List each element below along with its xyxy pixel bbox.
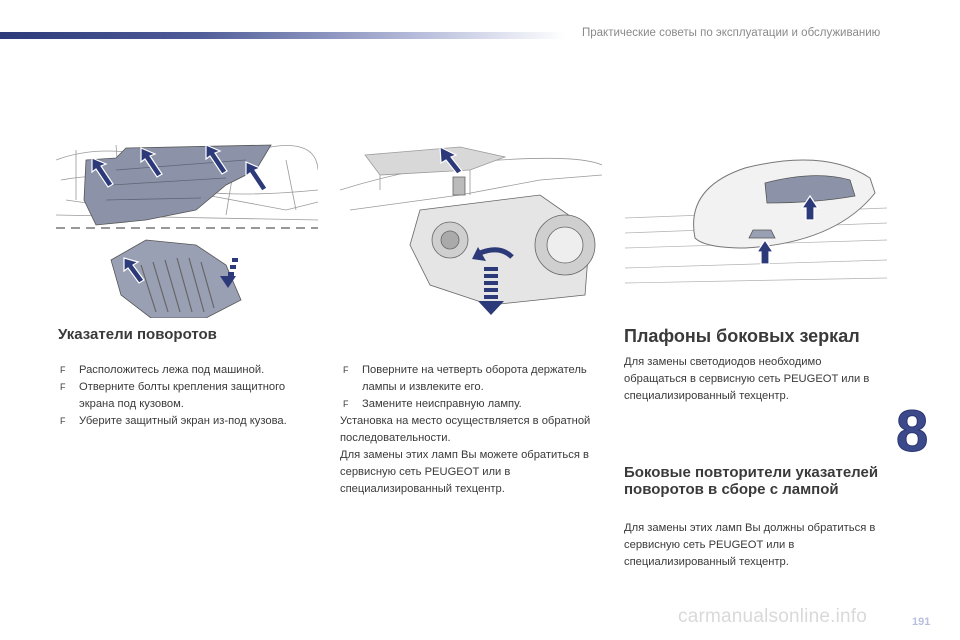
section-title-turn-signals: Указатели поворотов: [58, 326, 217, 343]
figure-headlamp-holder: [340, 135, 602, 315]
bullet-marker: F: [60, 365, 66, 375]
bullet-marker: F: [343, 365, 349, 375]
page-number: 191: [912, 616, 931, 628]
bullet-marker: F: [343, 399, 349, 409]
figure-underbody-shield: [56, 140, 318, 318]
list-item: F Расположитесь лежа под машиной.: [57, 362, 321, 379]
list-item: F Поверните на четверть оборота держатель лампы и извлеките его.: [343, 364, 587, 393]
bullet-marker: F: [60, 382, 66, 392]
watermark: carmanualsonline.info: [678, 606, 868, 627]
mirror-lamps-text: Для замены светодиодов необходимо обращаться в сервисную сеть PEUGEOT или в специализированный техцентр.: [624, 356, 870, 402]
list-item: F Уберите защитный экран из-под кузова.: [57, 413, 321, 430]
lamp-replacement-instructions: [340, 362, 610, 498]
list-item: F Замените неисправную лампу.: [340, 396, 610, 413]
side-repeaters-text: Для замены этих ламп Вы должны обратиться в сервисную сеть PEUGEOT или в специализированный техцентр.: [624, 522, 876, 568]
figure-side-mirror: [625, 148, 887, 293]
turn-signal-instructions: [57, 362, 321, 430]
reassembly-note: Установка на место осуществляется в обратной последовательности.: [340, 415, 591, 444]
section-title-mirror-lamps: Плафоны боковых зеркал: [624, 326, 860, 346]
service-note: Для замены этих ламп Вы можете обратиться в сервисную сеть PEUGEOT или в специализированный техцентр.: [340, 449, 589, 495]
bullet-marker: F: [60, 416, 66, 426]
page-header-title: Практические советы по эксплуатации и обслуживанию: [582, 27, 881, 39]
chapter-number: 8: [896, 399, 929, 464]
list-item: F Отверните болты крепления защитного экрана под кузовом.: [60, 381, 286, 410]
section-title-side-repeaters: Боковые повторители указателей поворотов в сборе с лампой: [624, 464, 879, 498]
header-bar: [0, 32, 565, 39]
